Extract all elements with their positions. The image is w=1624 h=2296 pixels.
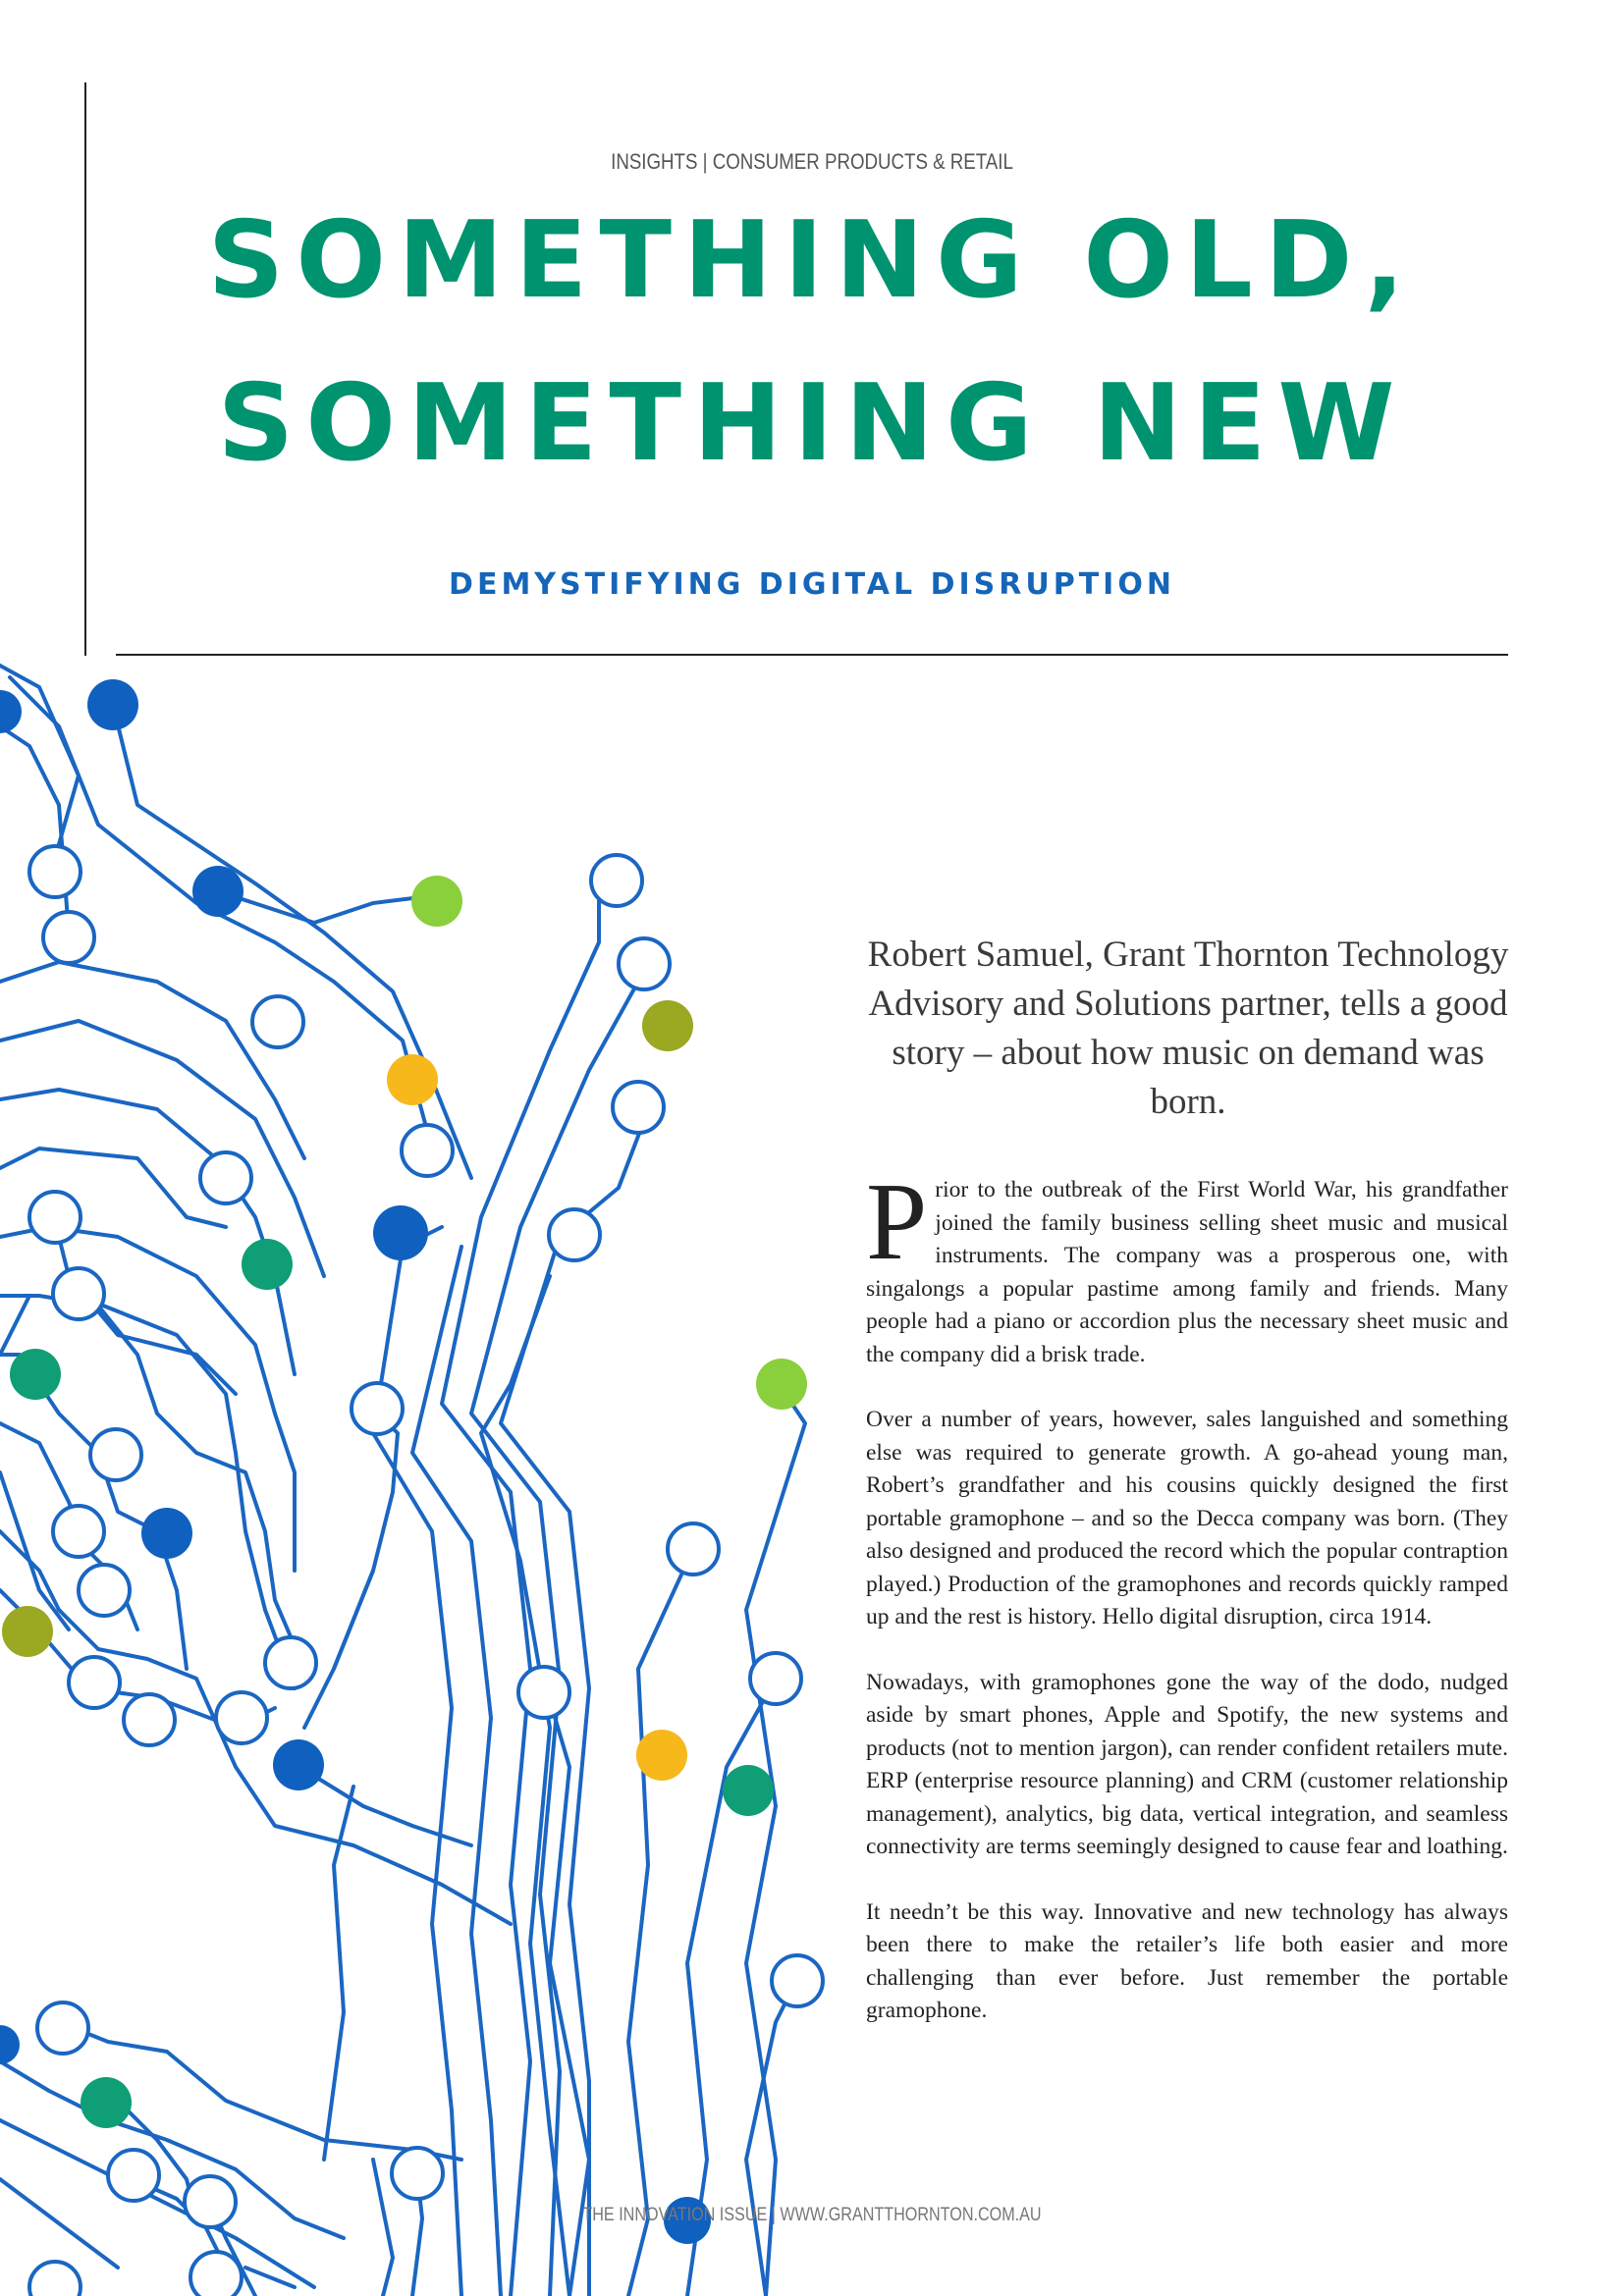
headline-line-1: SOMETHING OLD,: [207, 199, 1417, 322]
intro-standfirst: Robert Samuel, Grant Thornton Technology Advisory and Solutions partner, tells a good story – about how music on demand was born.: [867, 934, 1509, 1122]
drop-cap: P: [866, 1161, 928, 1283]
paragraph-1-text: rior to the outbreak of the First World War, his grandfather joined the family business selling sheet music and musical instruments. The company was a prosperous one, with singalongs a popular pastime among family and friends. Many people had a piano or accordion plus the necessary sheet music and the company did a brisk trade.: [866, 1177, 1508, 1367]
circuit-board-illustration: [0, 648, 864, 2296]
paragraph-4: It needn’t be this way. Innovative and new technology has always been there to make the retailer’s life both easier and more challenging than ever before. Just remember the portable gramophone.: [866, 1898, 1508, 2023]
subheadline: DEMYSTIFYING DIGITAL DISRUPTION: [449, 567, 1175, 602]
article-body: [866, 1161, 1508, 2060]
paragraph-3: Nowadays, with gramophones gone the way of the dodo, nudged aside by smart phones, Apple and Spotify, the new systems and products (not to mention jargon), can render confident retailers mute. ERP (enterprise resource planning) and CRM (customer relationship management), analytics, big data, vertical integration, and seamless connectivity are terms seemingly designed to cause fear and loathing.: [866, 1669, 1508, 1859]
headline-line-2: SOMETHING NEW: [217, 362, 1407, 485]
section-label: INSIGHTS | CONSUMER PRODUCTS & RETAIL: [611, 149, 1013, 174]
page-footer: THE INNOVATION ISSUE | WWW.GRANTTHORNTON.COM.AU: [582, 2205, 1042, 2225]
paragraph-1: [866, 1161, 1508, 1371]
paragraph-2: Over a number of years, however, sales languished and something else was required to generate growth. A go-ahead young man, Robert’s grandfather and his cousins quickly designed the first portable gramophone – and so the Decca company was born. (They also designed and produced the record which the popular contraption played.) Production of the gramophones and records quickly ramped up and the rest is history. Hello digital disruption, circa 1914.: [866, 1407, 1508, 1629]
